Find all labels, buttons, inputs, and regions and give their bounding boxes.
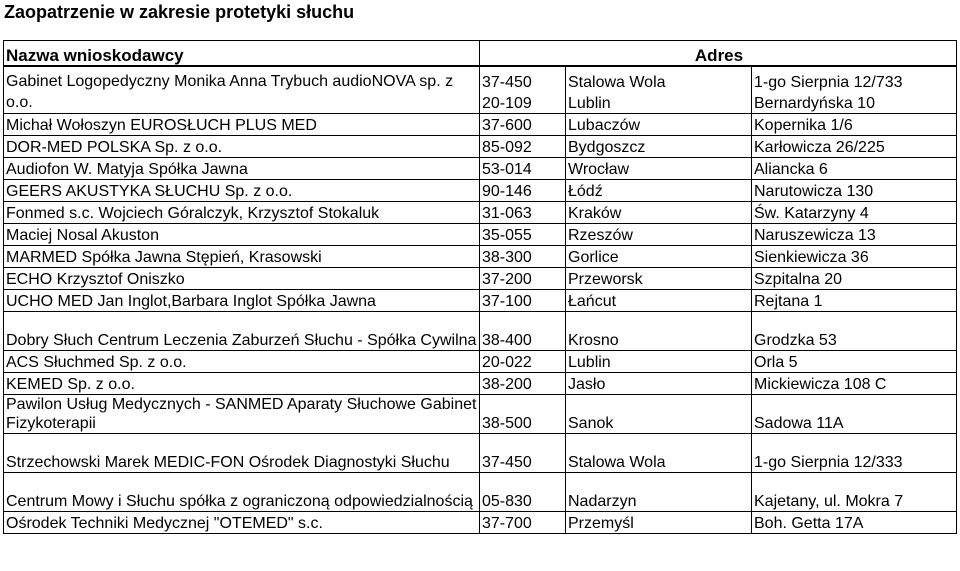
cell-street: 1-go Sierpnia 12/733 [752,66,957,92]
table-row [4,473,957,512]
cell-city: Gorlice [566,246,752,268]
cell-street: Szpitalna 20 [752,268,957,290]
cell-name: Gabinet Logopedyczny Monika Anna Trybuch audioNOVA sp. z o.o. [4,66,480,114]
cell-street: Narutowicza 130 [752,180,957,202]
cell-city: Lublin [566,351,752,373]
cell-postal: 37-450 [480,66,566,92]
cell-street: Naruszewicza 13 [752,224,957,246]
cell-name: Audiofon W. Matyja Spółka Jawna [4,158,480,180]
cell-postal: 37-600 [480,114,566,136]
page-title: Zaopatrzenie w zakresie protetyki słuchu [4,2,355,22]
cell-city: Bydgoszcz [566,136,752,158]
cell-postal: 20-022 [480,351,566,373]
table-row [4,246,957,268]
cell-city: Łódź [566,180,752,202]
cell-street: Kajetany, ul. Mokra 7 [752,473,957,512]
cell-name: GEERS AKUSTYKA SŁUCHU Sp. z o.o. [4,180,480,202]
table-row [4,202,957,224]
table-row [4,395,957,434]
cell-postal: 90-146 [480,180,566,202]
table-row [4,373,957,395]
cell-postal: 35-055 [480,224,566,246]
cell-city: Lubaczów [566,114,752,136]
cell-city: Jasło [566,373,752,395]
cell-street: 1-go Sierpnia 12/333 [752,434,957,473]
provider-table [3,40,957,534]
cell-street: Orla 5 [752,351,957,373]
cell-name: KEMED Sp. z o.o. [4,373,480,395]
cell-postal: 37-100 [480,290,566,312]
cell-city: Stalowa Wola [566,66,752,92]
table-row [4,268,957,290]
cell-postal: 85-092 [480,136,566,158]
cell-street: Bernardyńska 10 [752,92,957,114]
cell-street: Kopernika 1/6 [752,114,957,136]
cell-name: MARMED Spółka Jawna Stępień, Krasowski [4,246,480,268]
cell-postal: 37-200 [480,268,566,290]
cell-name: Pawilon Usług Medycznych - SANMED Aparaty Słuchowe Gabinet Fizykoterapii [4,395,480,434]
cell-city: Łańcut [566,290,752,312]
cell-city: Stalowa Wola [566,434,752,473]
cell-name: Maciej Nosal Akuston [4,224,480,246]
table-row [4,434,957,473]
cell-postal: 38-200 [480,373,566,395]
cell-street: Sienkiewicza 36 [752,246,957,268]
table-header-row [4,41,957,67]
cell-street: Boh. Getta 17A [752,512,957,534]
table-row [4,224,957,246]
cell-city: Rzeszów [566,224,752,246]
table-row [4,312,957,351]
table-row [4,290,957,312]
cell-name: ECHO Krzysztof Oniszko [4,268,480,290]
cell-postal: 31-063 [480,202,566,224]
cell-postal: 37-450 [480,434,566,473]
cell-city: Kraków [566,202,752,224]
cell-name: Centrum Mowy i Słuchu spółka z ograniczoną odpowiedzialnością [4,473,480,512]
table-row [4,351,957,373]
cell-postal: 38-400 [480,312,566,351]
cell-street: Sadowa 11A [752,395,957,434]
cell-name: ACS Słuchmed Sp. z o.o. [4,351,480,373]
cell-name: Ośrodek Techniki Medycznej "OTEMED" s.c. [4,512,480,534]
cell-postal: 38-500 [480,395,566,434]
table-row [4,512,957,534]
cell-city: Lublin [566,92,752,114]
table-row [4,114,957,136]
cell-street: Św. Katarzyny 4 [752,202,957,224]
cell-name: DOR-MED POLSKA Sp. z o.o. [4,136,480,158]
header-name: Nazwa wnioskodawcy [4,41,480,67]
cell-street: Karłowicza 26/225 [752,136,957,158]
cell-street: Aliancka 6 [752,158,957,180]
cell-city: Krosno [566,312,752,351]
cell-postal: 38-300 [480,246,566,268]
header-address: Adres [480,41,957,67]
cell-street: Grodzka 53 [752,312,957,351]
cell-street: Rejtana 1 [752,290,957,312]
cell-name: UCHO MED Jan Inglot,Barbara Inglot Spółka Jawna [4,290,480,312]
cell-city: Przemyśl [566,512,752,534]
cell-name: Fonmed s.c. Wojciech Góralczyk, Krzysztof Stokaluk [4,202,480,224]
table-row [4,136,957,158]
table-row [4,180,957,202]
cell-postal: 20-109 [480,92,566,114]
cell-street: Mickiewicza 108 C [752,373,957,395]
cell-city: Nadarzyn [566,473,752,512]
table-row [4,66,957,92]
cell-name: Michał Wołoszyn EUROSŁUCH PLUS MED [4,114,480,136]
cell-city: Wrocław [566,158,752,180]
cell-city: Przeworsk [566,268,752,290]
cell-postal: 37-700 [480,512,566,534]
cell-name: Strzechowski Marek MEDIC-FON Ośrodek Diagnostyki Słuchu [4,434,480,473]
cell-postal: 53-014 [480,158,566,180]
table-row [4,158,957,180]
cell-name: Dobry Słuch Centrum Leczenia Zaburzeń Słuchu - Spółka Cywilna [4,312,480,351]
cell-postal: 05-830 [480,473,566,512]
cell-city: Sanok [566,395,752,434]
